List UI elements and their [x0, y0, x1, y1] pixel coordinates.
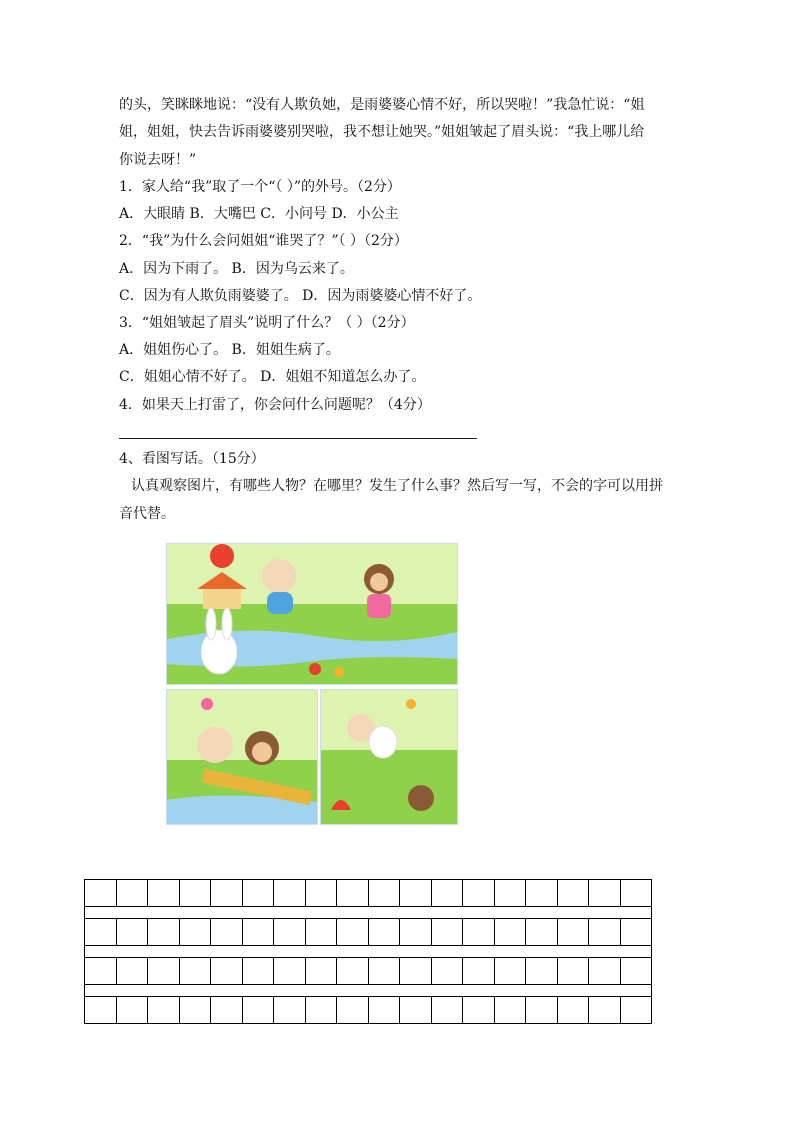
- illustration-panel-3: [320, 689, 458, 825]
- question-3-options-b: C．姐姐心情不好了。 D．姐姐不知道怎么办了。: [119, 369, 426, 385]
- question-4: 4．如果天上打雷了，你会问什么问题呢？（4分）: [119, 397, 431, 413]
- picture-story-illustrations: [166, 543, 458, 825]
- question-2-options-b: C．因为有人欺负雨婆婆了。 D．因为雨婆婆心情不好了。: [119, 288, 482, 304]
- section-4-instruction-2: 音代替。: [119, 506, 175, 522]
- illustration-panel-2: [166, 689, 318, 825]
- passage-line-2: 姐，姐姐，快去告诉雨婆婆别哭啦，我不想让她哭。”姐姐皱起了眉头说：“我上哪儿给: [119, 124, 645, 140]
- question-3: 3．“姐姐皱起了眉头”说明了什么？（ ）（2分）: [119, 315, 415, 331]
- pig-character: [197, 727, 233, 763]
- question-2-options-a: A．因为下雨了。 B．因为乌云来了。: [119, 261, 354, 277]
- passage-line-1: 的头，笑眯眯地说：“没有人欺负她，是雨婆婆心情不好，所以哭啦！”我急忙说：“姐: [119, 97, 645, 113]
- question-1: 1．家人给“我”取了一个“（ ）”的外号。（2分）: [119, 179, 401, 195]
- rabbit-character: [369, 726, 397, 758]
- grid-row-2[interactable]: [84, 918, 652, 946]
- grid-row-3[interactable]: [84, 957, 652, 985]
- pig-character: [262, 559, 296, 593]
- writing-grid[interactable]: [84, 879, 652, 1024]
- question-1-options: A．大眼睛 B．大嘴巴 C．小问号 D．小公主: [119, 206, 399, 222]
- monkey-character: [408, 785, 434, 811]
- question-2: 2．“我”为什么会问姐姐“谁哭了？”（ ）（2分）: [119, 233, 408, 249]
- grid-row-4[interactable]: [84, 996, 652, 1024]
- illustration-panel-1: [166, 543, 458, 685]
- rabbit-character: [201, 630, 237, 674]
- question-3-options-a: A．姐姐伤心了。 B．姐姐生病了。: [119, 342, 340, 358]
- section-4-instruction-1: 认真观察图片，有哪些人物？在哪里？发生了什么事？然后写一写，不会的字可以用拼: [131, 478, 663, 494]
- passage-line-3: 你说去呀！”: [119, 152, 197, 168]
- section-4-heading: 4、看图写话。（15分）: [119, 451, 265, 467]
- sun-icon: [210, 544, 234, 568]
- answer-line[interactable]: [119, 438, 477, 439]
- grid-row-1[interactable]: [84, 879, 652, 907]
